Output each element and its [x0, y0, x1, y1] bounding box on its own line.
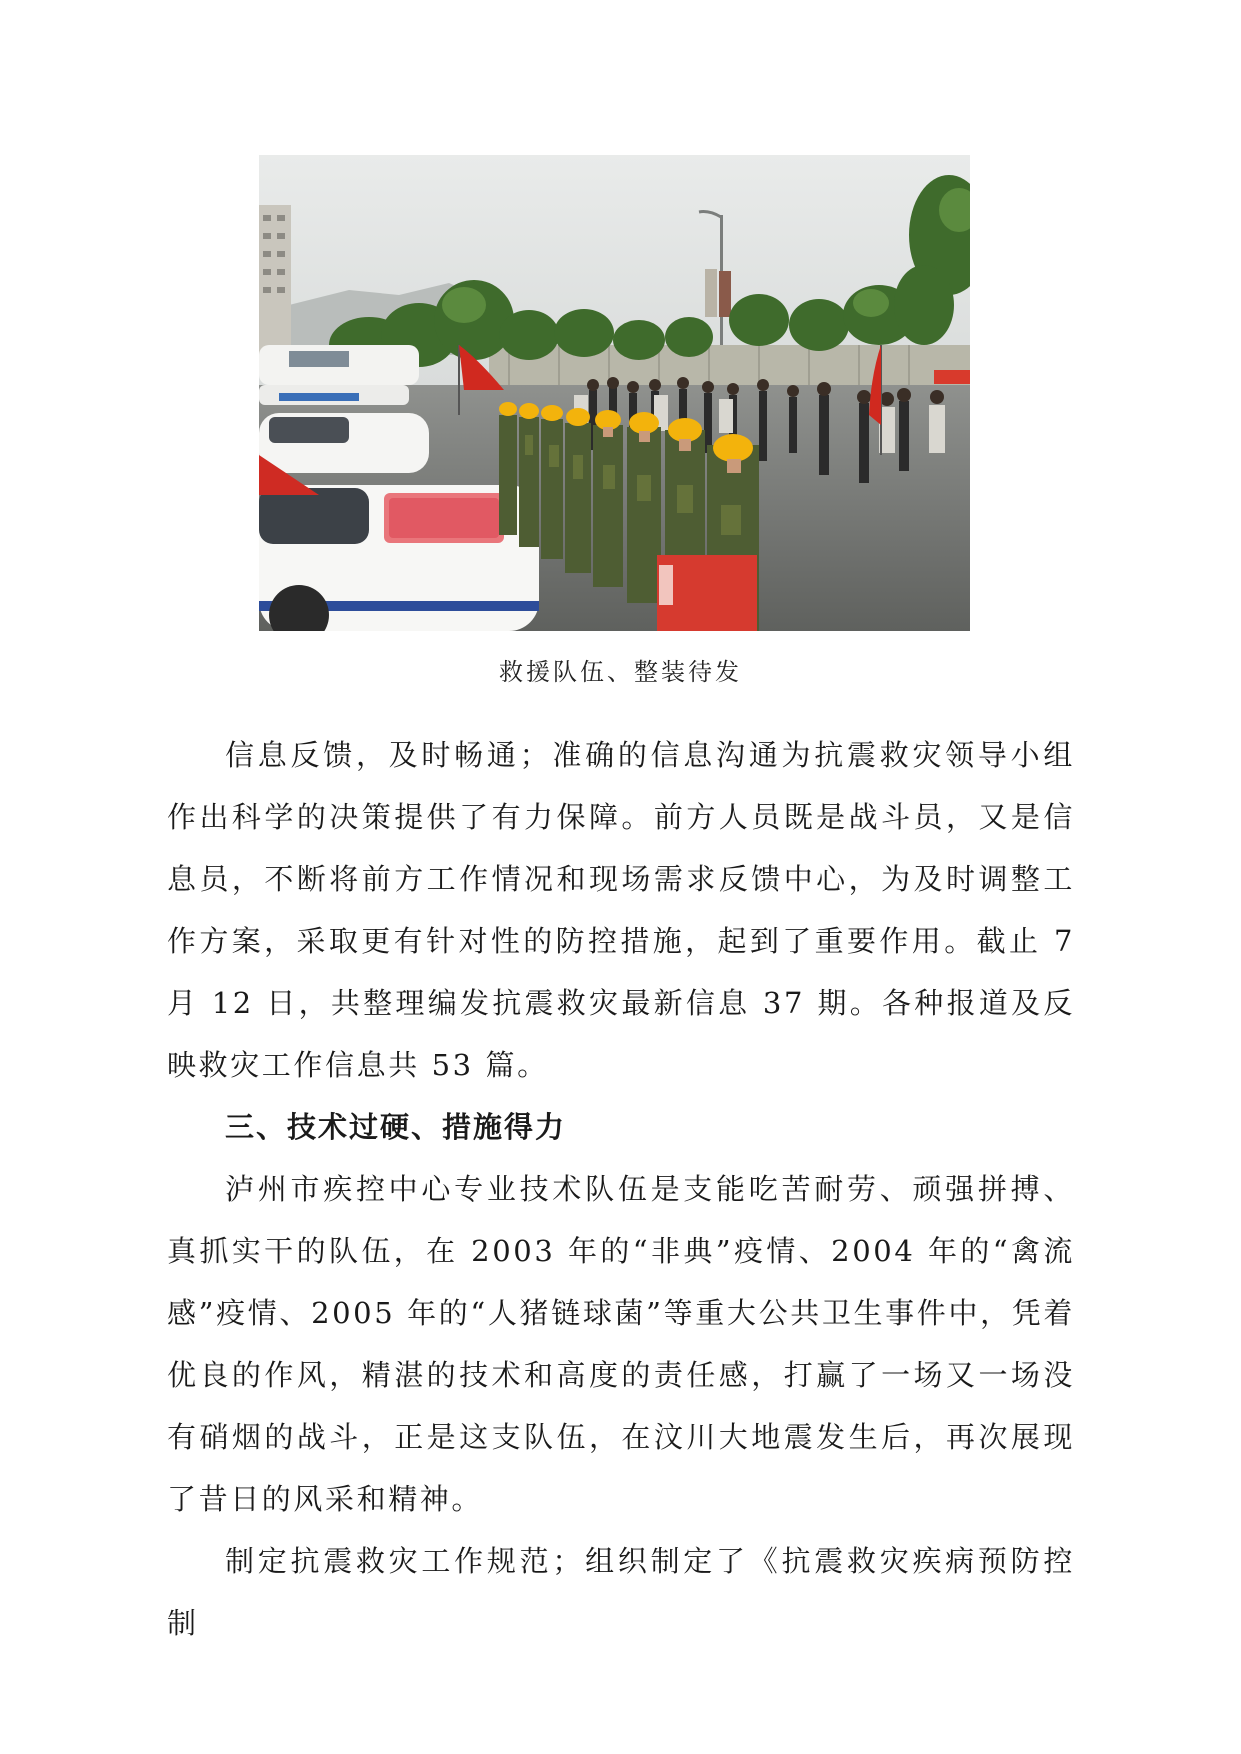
section-heading: 三、技术过硬、措施得力: [225, 1110, 567, 1144]
figure-caption: 救援队伍、整装待发: [499, 658, 742, 686]
rescue-team-photo: [259, 155, 970, 631]
body-text: [167, 724, 1075, 1096]
paragraph-work-standards: 制定抗震救灾工作规范；组织制定了《抗震救灾疾病预防控制: [167, 1544, 1075, 1640]
paragraph-information-feedback: 信息反馈，及时畅通；准确的信息沟通为抗震救灾领导小组作出科学的决策提供了有力保障。前方人员既是战斗员，又是信息员，不断将前方工作情况和现场需求反馈中心，为及时调整工作方案，采取更有针对性的防控措施，起到了重要作用。截止 7 月 12 日，共整理编发抗震救灾最新信息 37 期。各种报道及反映救灾工作信息共 53 篇。: [167, 738, 1075, 1082]
section-three: [167, 1096, 1075, 1654]
paragraph-technical-team: 泸州市疾控中心专业技术队伍是支能吃苦耐劳、顽强拼搏、真抓实干的队伍，在 2003 年的“非典”疫情、2004 年的“禽流感”疫情、2005 年的“人猪链球菌”等重大公共卫生事件中，凭着优良的作风，精湛的技术和高度的责任感，打赢了一场又一场没有硝烟的战斗，正是这支队伍，在汶川大地震发生后，再次展现了昔日的风采和精神。: [167, 1172, 1075, 1516]
